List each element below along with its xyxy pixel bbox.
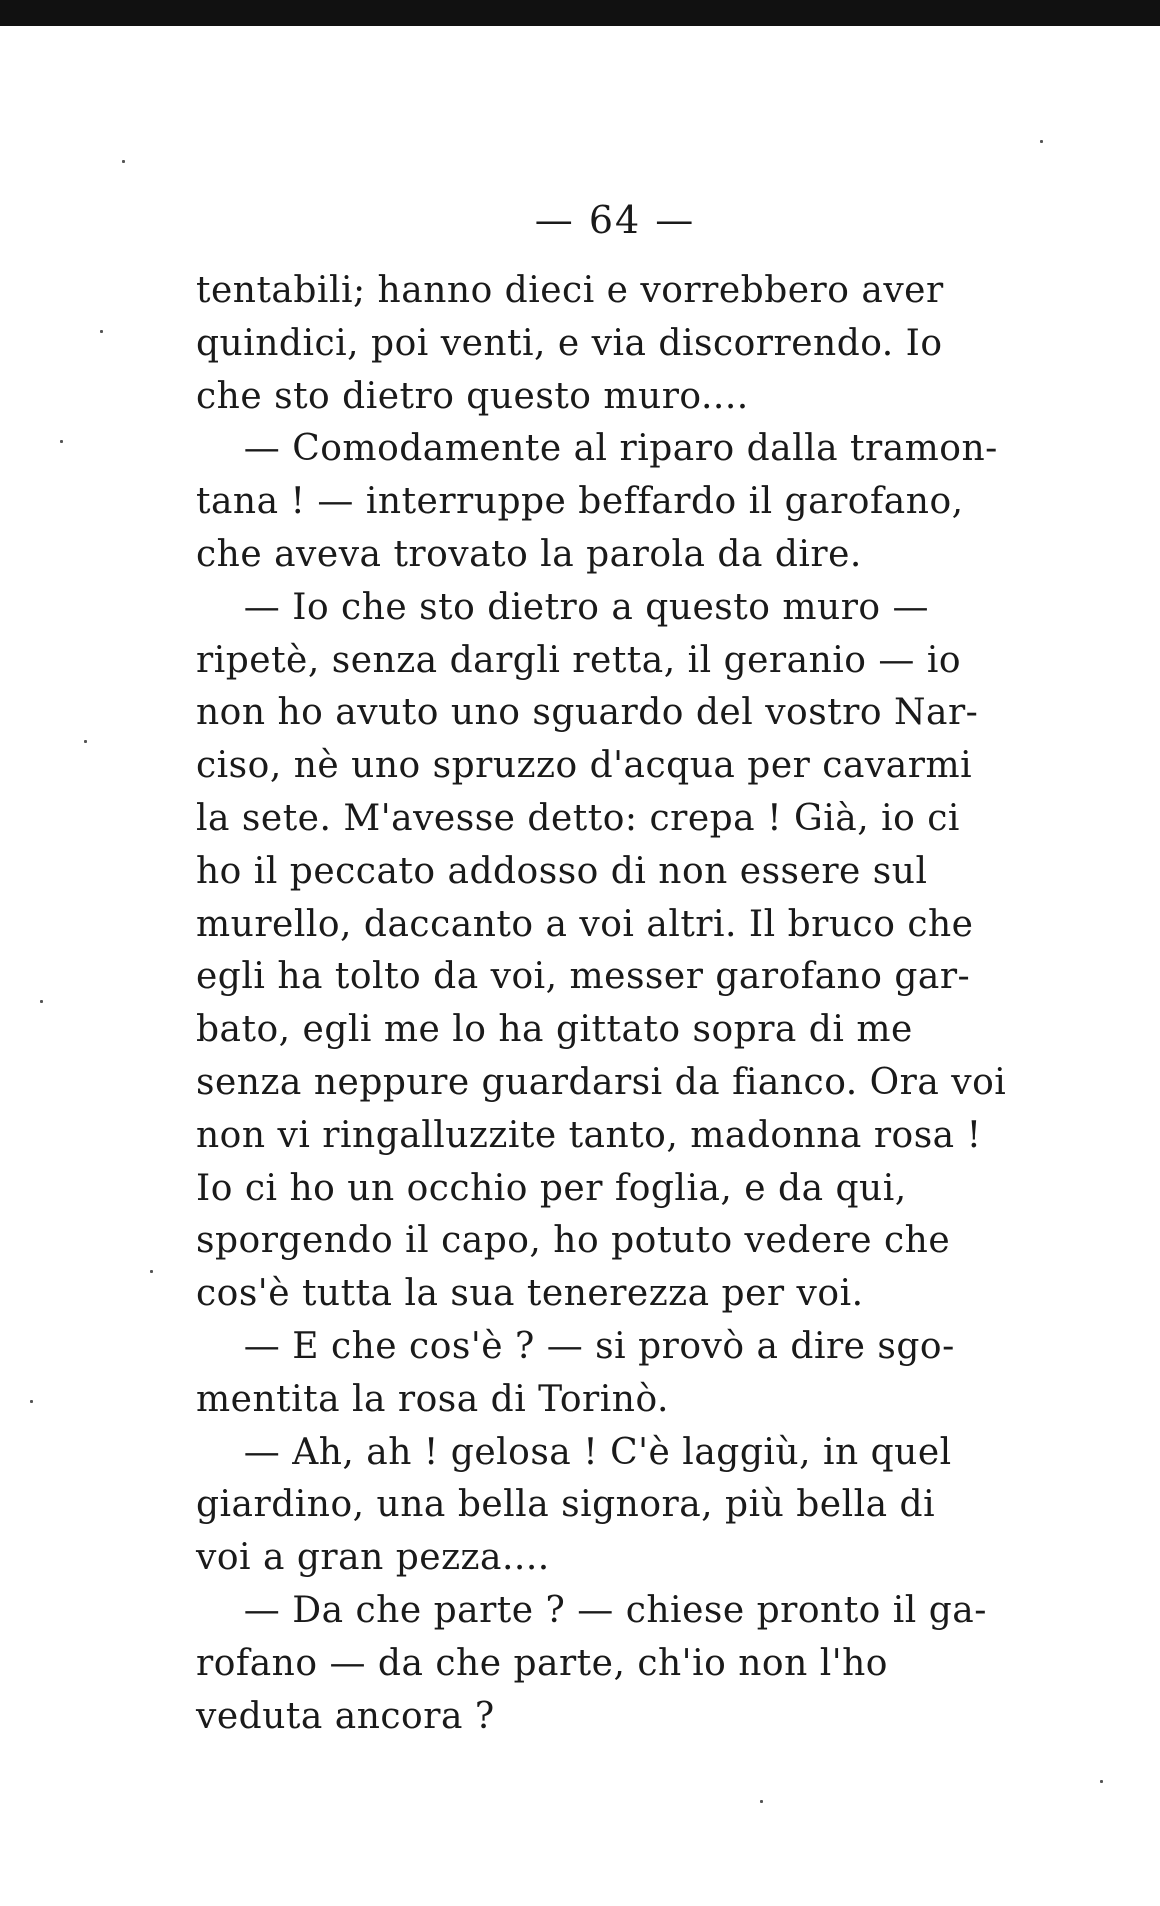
text-line: — Comodamente al riparo dalla tramon- [196, 428, 998, 470]
text-line: — Io che sto dietro a questo muro — [196, 586, 930, 628]
text-line: murello, daccanto a voi altri. Il bruco che [196, 903, 974, 945]
scan-speck [60, 440, 63, 443]
text-line: — Da che parte ? — chiese pronto il ga- [196, 1589, 987, 1631]
scan-speck [1100, 1780, 1103, 1783]
text-line: cos'è tutta la sua tenerezza per voi. [196, 1273, 864, 1315]
scan-speck [150, 1270, 153, 1273]
text-line: ho il peccato addosso di non essere sul [196, 850, 928, 892]
text-line: bato, egli me lo ha gittato sopra di me [196, 1009, 913, 1051]
text-line: quindici, poi venti, e via discorrendo. Io [196, 322, 943, 364]
scan-speck [30, 1400, 33, 1403]
text-line: rofano — da che parte, ch'io non l'ho [196, 1642, 888, 1684]
text-line: tana ! — interruppe beffardo il garofano, [196, 481, 964, 523]
text-line: — E che cos'è ? — si provò a dire sgo- [196, 1325, 955, 1367]
text-line: — Ah, ah ! gelosa ! C'è laggiù, in quel [196, 1431, 952, 1473]
text-line: tentabili; hanno dieci e vorrebbero aver [196, 270, 944, 311]
page-number: — 64 — [534, 198, 696, 242]
scan-speck [122, 160, 125, 163]
text-line: mentita la rosa di Torinò. [196, 1378, 669, 1420]
text-line: ciso, nè uno spruzzo d'acqua per cavarmi [196, 745, 973, 787]
text-line: non vi ringalluzzite tanto, madonna rosa ! [196, 1114, 982, 1156]
text-line: che aveva trovato la parola da dire. [196, 533, 862, 575]
text-line: voi a gran pezza.... [196, 1537, 550, 1579]
body-text [196, 265, 1096, 1743]
scan-speck [40, 1000, 43, 1003]
text-line: egli ha tolto da voi, messer garofano gar- [196, 956, 971, 998]
text-line: ripetè, senza dargli retta, il geranio — io [196, 639, 962, 681]
text-line: non ho avuto uno sguardo del vostro Nar- [196, 692, 979, 734]
text-line: sporgendo il capo, ho potuto vedere che [196, 1220, 951, 1262]
text-line: veduta ancora ? [196, 1695, 495, 1737]
scan-speck [84, 740, 87, 743]
scan-speck [100, 330, 103, 333]
text-line: Io ci ho un occhio per foglia, e da qui, [196, 1167, 907, 1209]
text-line: la sete. M'avesse detto: crepa ! Già, io ci [196, 797, 960, 839]
scan-speck [1040, 140, 1043, 143]
scan-speck [760, 1800, 763, 1803]
top-border-rule [0, 0, 1160, 26]
text-line: giardino, una bella signora, più bella di [196, 1484, 936, 1526]
text-line: che sto dietro questo muro.... [196, 375, 749, 417]
text-line: senza neppure guardarsi da fianco. Ora voi [196, 1061, 1007, 1103]
